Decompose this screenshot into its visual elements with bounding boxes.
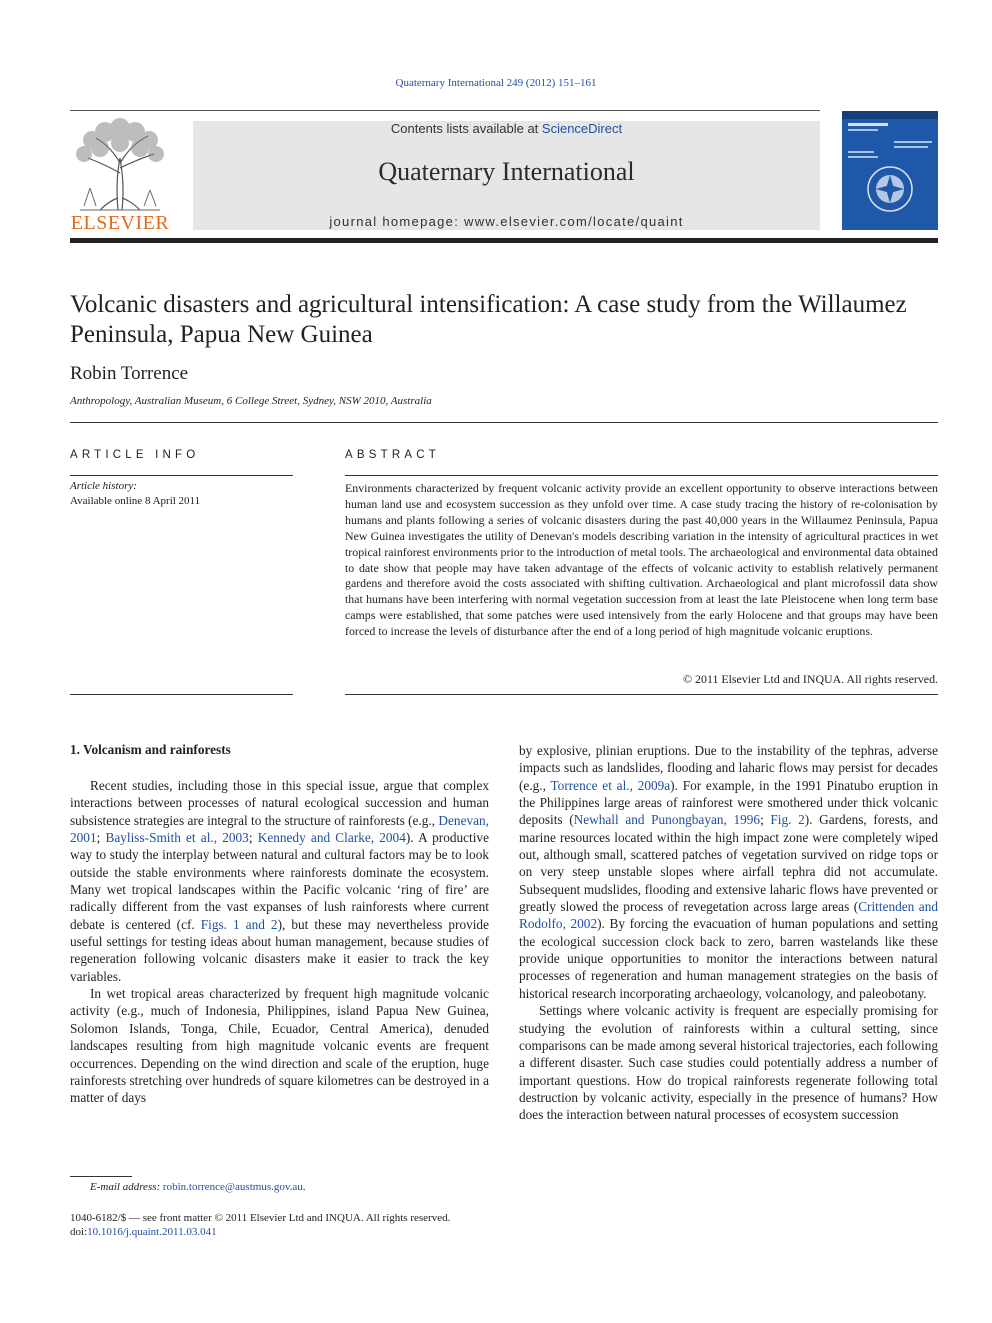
text-run: ). For example, in the 1991 Pinatubo eruption in the Philippines large areas of rainforest were smothered under thick volcanic deposits ( [519,777,938,828]
text-run: ). By forcing the evacuation of human populations and setting the ecological succession clock back to zero, barren wastelands like these provide unique opportunities to monitor the interactions between natural processes of regeneration and human management strategies on the basis of historical research incorporating archaeology, volcanology, and paleobotany. [519,916,939,1001]
journal-cover-thumbnail[interactable] [842,111,938,230]
text-run: ). A productive way to study the interplay between natural and cultural factors may be to look outside the stable environments where rainforests dominate the ecosystem. Many wet tropical landscapes within the Pacific volcanic ‘ring of fire’ are radically different from the vast expanses of lush rainforests where current debate is centered (cf. [70,830,489,932]
ref-denevan-2001[interactable]: Denevan, 2001 [70,812,489,846]
ref-kennedy-clarke-2004[interactable]: Kennedy and Clarke, 2004 [257,830,406,846]
journal-masthead [193,121,820,230]
text-run: Recent studies, including those in this special issue, argue that complex interactions between processes of natural ecological succession and human subsistence strategies are integral to the structure of rainforests (e.g., [70,778,489,828]
contents-prefix: Contents lists available at [390,121,542,136]
doi-link[interactable]: 10.1016/j.quaint.2011.03.041 [87,1226,217,1238]
author-name[interactable]: Robin Torrence [70,363,189,384]
text-run: by explosive, plinian eruptions. Due to the instability of the tephras, adverse impacts such as landslides, flooding and laharic flows may persist for decades (e.g., [519,743,938,793]
article-history-label: Article history: [70,480,137,492]
email-end: . [302,1181,306,1193]
abstract-copyright: © 2011 Elsevier Ltd and INQUA. All rights reserved. [683,672,938,686]
doi-label: doi: [70,1226,88,1238]
journal-citation-link[interactable]: Quaternary International 249 (2012) 151–161 [395,77,597,89]
email-label: E-mail address: [90,1181,163,1193]
elsevier-wordmark: ELSEVIER [70,212,170,234]
abstract-heading: ABSTRACT [345,449,440,461]
footnote-email [90,1181,306,1193]
article-info-bottom-rule [70,694,293,695]
article-title: Volcanic disasters and agricultural intensification: A case study from the Willaumez Peninsula, Papua New Guinea [70,291,907,348]
ref-figs-1-2[interactable]: Figs. 1 and 2 [200,916,278,932]
text-run: ; [96,830,106,846]
footnote-rule [70,1176,132,1177]
text-run: ). Gardens, forests, and marine resources located within the high impact zone were completely wiped out, although small, scattered patches of vegetation survived on ridge tops or on very steep unstable slopes where airfall tephra did not accumulate. Subsequent mudslides, flooding and extensive laharic flows have prevented or greatly slowed the process of revegetation across large areas ( [519,812,938,915]
text-run: ; [760,812,771,828]
text-run: ; [248,830,258,846]
doi-line [70,1226,217,1238]
abstract-text: Environments characterized by frequent volcanic activity provide an excellent opportunity to observe interactions between human land use and ecosystem succession as they unfold over time. A case study tracing the history of re-colonisation by humans and plants following a series of volcanic disasters during the past 40,000 years in the Willaumez Peninsula, Papua New Guinea investigates the utility of Denevan's models describing variation in the intensity of agricultural practices in wet tropical rainforest environments prior to the introduction of metal tools. The archaeological and environmental data obtained to date show that people may have taken advantage of the effects of volcanic activity to establish relatively permanent gardens and therefore avoid the costs associated with shifting cultivation. Archaeological and plant microfossil data show that humans have been interfering with normal vegetation succession from at least the late Pleistocene when long term base camps were established, that some patches were used intensively from the early Holocene and that groups may have been forced to increase the levels of disturbance after the end of a long period of high magnitude volcanic eruptions. [345,481,938,639]
paragraph-2: In wet tropical areas characterized by frequent high magnitude volcanic activity (e.g., much of Indonesia, Philippines, island Papua New Guinea, Solomon Islands, Tonga, Chile, Ecuador, Central America), denuded landscapes resulting from high magnitude volcanic events are frequent occurrences. Depending on the wind direction and scale of the eruption, huge rainforests stretching over hundreds of square kilometres can be destroyed in a matter of days [70,986,489,1106]
paragraph-1 [70,777,489,985]
title-block-rule [70,422,938,423]
section-heading-volcanism: 1. Volcanism and rainforests [70,742,231,757]
ref-crittenden-rodolfo-2002[interactable]: Crittenden and Rodolfo, 2002 [519,899,939,932]
header-rule [70,110,820,111]
masthead-bottom-rule [70,238,938,243]
ref-fig-2[interactable]: Fig. 2 [770,812,805,828]
article-info-rule [70,475,293,476]
journal-title: Quaternary International [378,157,635,186]
article-info-heading: ARTICLE INFO [70,449,200,461]
author-email-link[interactable]: robin.torrence@austmus.gov.au [162,1181,303,1193]
ref-torrence-2009a[interactable]: Torrence et al., 2009a [550,777,671,793]
ref-newhall-punongbayan-1996[interactable]: Newhall and Punongbayan, 1996 [573,812,761,828]
paragraph-3 [519,742,938,1002]
sciencedirect-link[interactable]: ScienceDirect [541,121,623,136]
body-column-left [70,777,489,1107]
article-history-value: Available online 8 April 2011 [70,495,201,507]
ref-bayliss-smith-2003[interactable]: Bayliss-Smith et al., 2003 [105,830,249,846]
contents-availability [193,121,820,136]
author-affiliation: Anthropology, Australian Museum, 6 College Street, Sydney, NSW 2010, Australia [70,395,432,407]
issn-copyright-line: 1040-6182/$ — see front matter © 2011 Elsevier Ltd and INQUA. All rights reserved. [70,1212,451,1224]
journal-homepage-link[interactable]: journal homepage: www.elsevier.com/locate/quaint [329,214,684,229]
abstract-bottom-rule [345,694,938,695]
paragraph-4: Settings where volcanic activity is frequent are especially promising for studying the evolution of rainforests within a cultural setting, since comparisons can be made among several historical trajectories, each following a different disaster. Such case studies could potentially address a number of important questions. How do tropical rainforests regenerate following total destruction by volcanic activity, especially in the presence of humans? How does the interaction between natural processes of ecosystem succession [519,1003,938,1123]
text-run: ), but these may nevertheless provide useful settings for testing ideas about human management, because studies of regeneration following volcanic disasters make it easier to track the key variables. [70,916,489,984]
body-column-right [519,742,938,1124]
abstract-rule [345,475,938,476]
